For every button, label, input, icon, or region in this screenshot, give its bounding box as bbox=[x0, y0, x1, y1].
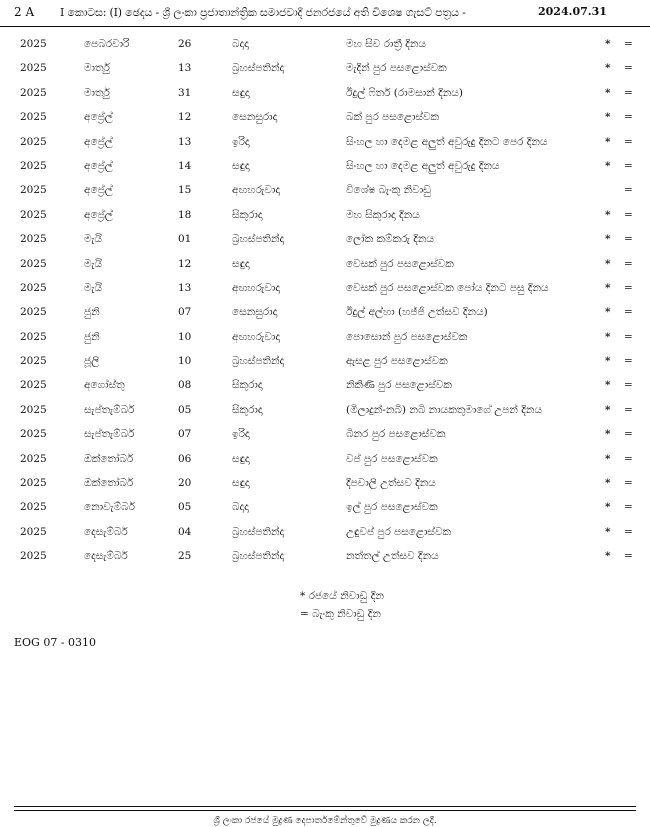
cell-desc: ඊදුල් අල්හා (හජ්ජි උත්සව දිනය) bbox=[346, 306, 488, 319]
cell-weekday: සෙනසුරාදා bbox=[232, 306, 278, 319]
cell-weekday: බදාදා bbox=[232, 501, 249, 514]
cell-desc: බිනර පුර පසළොස්වක bbox=[346, 428, 446, 441]
table-row bbox=[0, 252, 650, 276]
gazette-title: I කොටස: (I) ඡෙදය - ශ්‍රී ලංකා ප්‍රජාතාන්ත්‍රික සමාජවාදී ජනරජයේ අති විශෙෂ ගැසට් පත්‍රය - bbox=[60, 6, 466, 19]
cell-desc: වෙසක් පුර පසළොස්වක bbox=[346, 257, 454, 270]
cell-m1: * bbox=[605, 281, 611, 294]
cell-m1: * bbox=[605, 428, 611, 441]
cell-m1: * bbox=[605, 550, 611, 563]
cell-month: මැයි bbox=[84, 281, 103, 294]
cell-desc: දීපවාලි උත්සව දිනය bbox=[346, 477, 436, 490]
cell-m1: * bbox=[605, 86, 611, 99]
table-row bbox=[0, 520, 650, 544]
cell-m2: = bbox=[624, 379, 633, 392]
cell-day: 07 bbox=[178, 428, 192, 441]
cell-m2: = bbox=[624, 233, 633, 246]
cell-desc: ඊදුල් ෆිතර් (රාමසාන් දිනය) bbox=[346, 86, 463, 99]
cell-year: 2025 bbox=[20, 86, 47, 99]
cell-month: නොවැම්බර් bbox=[84, 501, 136, 514]
cell-m2: = bbox=[624, 525, 633, 538]
cell-desc: ඉල් පුර පසළොස්වක bbox=[346, 501, 438, 514]
cell-m1: * bbox=[605, 233, 611, 246]
cell-weekday: අඟහරුවාදා bbox=[232, 281, 281, 294]
cell-month: ඔක්තෝබර් bbox=[84, 477, 134, 490]
cell-month: අගෝස්තු bbox=[84, 379, 125, 392]
cell-year: 2025 bbox=[20, 477, 47, 490]
cell-m1: * bbox=[605, 306, 611, 319]
cell-year: 2025 bbox=[20, 403, 47, 416]
cell-m1: * bbox=[605, 111, 611, 124]
cell-day: 14 bbox=[178, 159, 192, 172]
cell-m2: = bbox=[624, 111, 633, 124]
table-row bbox=[0, 105, 650, 129]
cell-year: 2025 bbox=[20, 306, 47, 319]
cell-weekday: බ්‍රහස්පතින්දා bbox=[232, 525, 285, 538]
reference-code: EOG 07 - 0310 bbox=[14, 636, 97, 649]
cell-desc: වෙසක් පුර පසළොස්වක පෝය දිනට පසු දිනය bbox=[346, 281, 549, 294]
cell-weekday: බ්‍රහස්පතින්දා bbox=[232, 550, 285, 563]
table-row bbox=[0, 203, 650, 227]
cell-m1: * bbox=[605, 159, 611, 172]
cell-day: 07 bbox=[178, 306, 192, 319]
cell-m2: = bbox=[624, 135, 633, 148]
cell-desc: (මිලාදුන්-නබි) නබි නායකතුමාගේ උපන් දිනය bbox=[346, 403, 542, 416]
table-row bbox=[0, 495, 650, 519]
cell-m2: = bbox=[624, 428, 633, 441]
cell-m2: = bbox=[624, 86, 633, 99]
cell-month: සැප්තැම්බර් bbox=[84, 403, 135, 416]
cell-m2: = bbox=[624, 550, 633, 563]
cell-m2: = bbox=[624, 452, 633, 465]
cell-desc: සිංහල හා දෙමළ අලුත් අවුරුදු දිනට පෙර දිනය bbox=[346, 135, 548, 148]
cell-day: 08 bbox=[178, 379, 192, 392]
cell-year: 2025 bbox=[20, 135, 47, 148]
cell-m1: * bbox=[605, 38, 611, 50]
cell-weekday: බ්‍රහස්පතින්දා bbox=[232, 62, 285, 75]
cell-m1: * bbox=[605, 257, 611, 270]
legend-government-holiday: * රජයේ නිවාඩු දින bbox=[300, 590, 384, 602]
table-row bbox=[0, 349, 650, 373]
cell-day: 13 bbox=[178, 135, 192, 148]
cell-month: සැප්තැම්බර් bbox=[84, 428, 135, 441]
cell-month: ජූලි bbox=[84, 355, 100, 368]
cell-m2: = bbox=[624, 184, 633, 197]
table-row bbox=[0, 81, 650, 105]
table-row bbox=[0, 447, 650, 471]
cell-year: 2025 bbox=[20, 208, 47, 221]
table-row bbox=[0, 130, 650, 154]
cell-year: 2025 bbox=[20, 452, 47, 465]
cell-month: පෙබරවාරි bbox=[84, 38, 130, 50]
table-row bbox=[0, 373, 650, 397]
cell-weekday: සඳුදා bbox=[232, 477, 250, 490]
cell-m2: = bbox=[624, 208, 633, 221]
cell-year: 2025 bbox=[20, 501, 47, 514]
cell-month: අප්‍රේල් bbox=[84, 159, 113, 172]
cell-weekday: සෙනසුරාදා bbox=[232, 111, 278, 124]
cell-day: 10 bbox=[178, 330, 192, 343]
cell-month: මාර්තු bbox=[84, 86, 110, 99]
gazette-date: 2024.07.31 bbox=[538, 5, 607, 18]
table-row bbox=[0, 56, 650, 80]
cell-m2: = bbox=[624, 477, 633, 490]
cell-desc: සිංහල හා දෙමළ අලුත් අවුරුදු දිනය bbox=[346, 159, 500, 172]
cell-year: 2025 bbox=[20, 379, 47, 392]
cell-month: දෙසැම්බර් bbox=[84, 550, 128, 563]
cell-day: 26 bbox=[178, 38, 192, 50]
cell-weekday: බ්‍රහස්පතින්දා bbox=[232, 355, 285, 368]
cell-m1: * bbox=[605, 525, 611, 538]
cell-weekday: අඟහරුවාදා bbox=[232, 184, 281, 197]
cell-desc: ඇසළ පුර පසළොස්වක bbox=[346, 355, 448, 368]
cell-year: 2025 bbox=[20, 550, 47, 563]
cell-weekday: සිකුරාදා bbox=[232, 403, 263, 416]
cell-year: 2025 bbox=[20, 281, 47, 294]
cell-year: 2025 bbox=[20, 62, 47, 75]
cell-month: අප්‍රේල් bbox=[84, 208, 113, 221]
cell-desc: මහ සිකුරාදා දිනය bbox=[346, 208, 420, 221]
cell-desc: නත්තල් උත්සව දිනය bbox=[346, 550, 439, 563]
cell-month: අප්‍රේල් bbox=[84, 111, 113, 124]
cell-weekday: සඳුදා bbox=[232, 452, 250, 465]
cell-day: 13 bbox=[178, 281, 192, 294]
cell-year: 2025 bbox=[20, 111, 47, 124]
cell-desc: බක් පුර පසළොස්වක bbox=[346, 111, 440, 124]
cell-weekday: සිකුරාදා bbox=[232, 379, 263, 392]
cell-m1: * bbox=[605, 330, 611, 343]
cell-day: 20 bbox=[178, 477, 192, 490]
cell-year: 2025 bbox=[20, 355, 47, 368]
printer-imprint: ශ්‍රී ලංකා රජයේ මුද්‍රණ දෙපාර්තමේන්තුවේ මුද්‍රණය කරන ලදී. bbox=[213, 816, 437, 826]
cell-m2: = bbox=[624, 501, 633, 514]
cell-month: දෙසැම්බර් bbox=[84, 525, 128, 538]
cell-year: 2025 bbox=[20, 38, 47, 50]
cell-m2: = bbox=[624, 330, 633, 343]
cell-m1: * bbox=[605, 452, 611, 465]
footer-rule-top bbox=[14, 806, 636, 807]
cell-m2: = bbox=[624, 355, 633, 368]
cell-m2: = bbox=[624, 62, 633, 75]
cell-desc: උඳුවප් පුර පසළොස්වක bbox=[346, 525, 452, 538]
holiday-table bbox=[0, 32, 650, 569]
cell-weekday: ඉරිදා bbox=[232, 428, 250, 441]
cell-weekday: ඉරිදා bbox=[232, 135, 250, 148]
cell-m1: * bbox=[605, 477, 611, 490]
cell-weekday: සිකුරාදා bbox=[232, 208, 263, 221]
cell-m1: * bbox=[605, 379, 611, 392]
cell-year: 2025 bbox=[20, 233, 47, 246]
table-row bbox=[0, 276, 650, 300]
cell-weekday: සඳුදා bbox=[232, 159, 250, 172]
table-row bbox=[0, 325, 650, 349]
cell-m1: * bbox=[605, 135, 611, 148]
cell-desc: මැදින් පුර පසළොස්වක bbox=[346, 62, 447, 75]
table-row bbox=[0, 422, 650, 446]
table-row bbox=[0, 398, 650, 422]
cell-year: 2025 bbox=[20, 525, 47, 538]
cell-m1: * bbox=[605, 208, 611, 221]
cell-month: ඔක්තෝබර් bbox=[84, 452, 134, 465]
table-row bbox=[0, 300, 650, 324]
cell-month: මාර්තු bbox=[84, 62, 110, 75]
cell-day: 12 bbox=[178, 111, 192, 124]
cell-m2: = bbox=[624, 159, 633, 172]
table-row bbox=[0, 154, 650, 178]
cell-day: 12 bbox=[178, 257, 192, 270]
cell-month: අප්‍රේල් bbox=[84, 184, 113, 197]
legend-bank-holiday: = බැංකු නිවාඩු දින bbox=[300, 608, 381, 620]
cell-day: 05 bbox=[178, 403, 192, 416]
cell-weekday: සඳුදා bbox=[232, 257, 250, 270]
cell-weekday: අඟහරුවාදා bbox=[232, 330, 281, 343]
cell-m1: * bbox=[605, 62, 611, 75]
cell-desc: නිකිණි පුර පසළොස්වක bbox=[346, 379, 452, 392]
table-row bbox=[0, 544, 650, 568]
table-row bbox=[0, 178, 650, 202]
cell-day: 06 bbox=[178, 452, 192, 465]
cell-desc: මහ සිව රාත්‍රී දිනය bbox=[346, 38, 426, 50]
cell-year: 2025 bbox=[20, 184, 47, 197]
cell-day: 31 bbox=[178, 86, 192, 99]
cell-m1: * bbox=[605, 501, 611, 514]
cell-weekday: සඳුදා bbox=[232, 86, 250, 99]
cell-desc: ලෝක කම්කරු දිනය bbox=[346, 233, 434, 246]
cell-year: 2025 bbox=[20, 257, 47, 270]
cell-year: 2025 bbox=[20, 428, 47, 441]
cell-day: 25 bbox=[178, 550, 192, 563]
cell-day: 18 bbox=[178, 208, 192, 221]
cell-desc: වප් පුර පසළොස්වක bbox=[346, 452, 438, 465]
cell-m1: * bbox=[605, 355, 611, 368]
cell-m2: = bbox=[624, 38, 633, 50]
cell-m1: * bbox=[605, 403, 611, 416]
table-row bbox=[0, 227, 650, 251]
cell-year: 2025 bbox=[20, 159, 47, 172]
cell-month: මැයි bbox=[84, 257, 103, 270]
cell-weekday: බ්‍රහස්පතින්දා bbox=[232, 233, 285, 246]
cell-day: 10 bbox=[178, 355, 192, 368]
cell-weekday: බදාදා bbox=[232, 38, 249, 50]
table-row bbox=[0, 32, 650, 56]
cell-day: 04 bbox=[178, 525, 192, 538]
cell-m2: = bbox=[624, 306, 633, 319]
cell-desc: පොසොන් පුර පසළොස්වක bbox=[346, 330, 468, 343]
cell-m2: = bbox=[624, 403, 633, 416]
footer-rule-bottom bbox=[14, 810, 636, 811]
cell-month: මැයි bbox=[84, 233, 103, 246]
cell-desc: විශේෂ බැංකු නිවාඩු bbox=[346, 184, 431, 197]
cell-month: අප්‍රේල් bbox=[84, 135, 113, 148]
cell-month: ජුනි bbox=[84, 306, 100, 319]
page-header bbox=[0, 0, 650, 27]
page-number: 2 A bbox=[14, 5, 35, 19]
cell-month: ජුනි bbox=[84, 330, 100, 343]
table-row bbox=[0, 471, 650, 495]
cell-m2: = bbox=[624, 257, 633, 270]
cell-day: 05 bbox=[178, 501, 192, 514]
legend bbox=[300, 590, 384, 626]
cell-day: 15 bbox=[178, 184, 192, 197]
cell-day: 01 bbox=[178, 233, 192, 246]
cell-m2: = bbox=[624, 281, 633, 294]
cell-year: 2025 bbox=[20, 330, 47, 343]
cell-day: 13 bbox=[178, 62, 192, 75]
